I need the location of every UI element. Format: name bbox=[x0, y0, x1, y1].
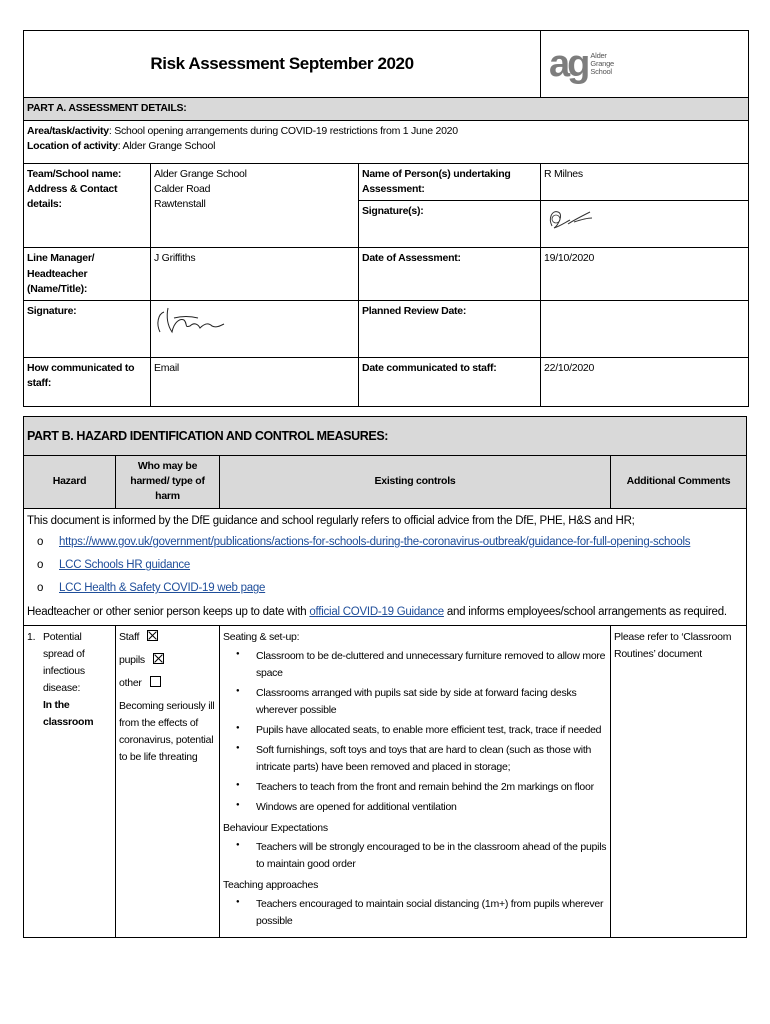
lcc-health-safety-link[interactable]: LCC Health & Safety COVID-19 web page bbox=[59, 582, 266, 595]
assessment-date-label: Date of Assessment: bbox=[359, 248, 541, 301]
control-item: ● Classrooms arranged with pupils sat side by side at forward facing desks wherever possible bbox=[256, 685, 607, 719]
who-staff: Staff bbox=[119, 629, 216, 646]
hazard-cell bbox=[24, 625, 116, 937]
harm-description: Becoming seriously ill from the effects of coronavirus, potential to be life threating bbox=[119, 699, 215, 763]
section-seating: Seating & set-up: bbox=[223, 630, 300, 643]
team-address-labels bbox=[24, 164, 151, 248]
location-value: : Alder Grange School bbox=[117, 140, 216, 153]
headteacher-signature bbox=[151, 301, 359, 358]
location-label: Location of activity bbox=[27, 140, 118, 153]
guidance-link-item: o LCC Health & Safety COVID-19 web page bbox=[37, 582, 266, 595]
team-label: Team/School name: bbox=[27, 168, 122, 180]
official-covid-guidance-link[interactable]: official COVID-19 Guidance bbox=[309, 605, 444, 618]
address-line: Calder Road bbox=[154, 183, 211, 196]
headteacher-statement: Headteacher or other senior person keeps up to date with official COVID-19 Guidance and informs employees/school arrangements as required. bbox=[27, 605, 727, 618]
school-address bbox=[151, 164, 359, 248]
teaching-controls-list bbox=[223, 896, 607, 930]
seating-controls-list bbox=[223, 648, 607, 816]
date-communicated-value: 22/10/2020 bbox=[541, 358, 749, 407]
part-b-heading: PART B. HAZARD IDENTIFICATION AND CONTROL MEASURES: bbox=[24, 417, 747, 456]
control-item: ● Pupils have allocated seats, to enable more efficient test, track, trace if needed bbox=[256, 722, 607, 739]
signature-label: Signature: bbox=[24, 301, 151, 358]
logo-text-line: Alder bbox=[590, 51, 607, 61]
control-item: ● Teachers encouraged to maintain social distancing (1m+) from pupils wherever possible bbox=[256, 896, 607, 930]
assessor-value: R Milnes bbox=[541, 164, 749, 201]
who-other: other bbox=[119, 675, 216, 692]
line-manager-value: J Griffiths bbox=[151, 248, 359, 301]
line-manager-label: Line Manager/ Headteacher (Name/Title): bbox=[24, 248, 151, 301]
intro-text: This document is informed by the DfE guidance and school regularly refers to official advice from the DfE, PHE, H&S and HR; bbox=[27, 514, 635, 527]
guidance-links bbox=[37, 534, 743, 598]
column-header-hazard: Hazard bbox=[24, 456, 116, 509]
other-checkbox[interactable] bbox=[150, 676, 161, 687]
staff-checkbox[interactable] bbox=[147, 630, 158, 641]
existing-controls-cell bbox=[220, 625, 611, 937]
communicated-label: How communicated to staff: bbox=[24, 358, 151, 407]
pupils-checkbox[interactable] bbox=[153, 653, 164, 664]
lcc-hr-guidance-link[interactable]: LCC Schools HR guidance bbox=[59, 559, 191, 572]
signatures-label: Signature(s): bbox=[359, 201, 541, 248]
control-item: ● Teachers to teach from the front and remain behind the 2m markings on floor bbox=[256, 779, 607, 796]
communicated-value: Email bbox=[151, 358, 359, 407]
hazard-subtitle: In the classroom bbox=[43, 698, 94, 728]
address-line: Alder Grange School bbox=[154, 168, 247, 180]
assessment-date-value: 19/10/2020 bbox=[541, 248, 749, 301]
dfe-guidance-link[interactable]: https://www.gov.uk/government/publications/actions-for-schools-during-the-coronavirus-outbreak/guidance-for-full-opening-schools bbox=[59, 535, 691, 548]
logo-text-line: School bbox=[590, 66, 612, 76]
section-teaching: Teaching approaches bbox=[223, 878, 319, 891]
section-behaviour: Behaviour Expectations bbox=[223, 821, 328, 834]
who-pupils: pupils bbox=[119, 652, 216, 669]
address-label: Address & Contact details: bbox=[27, 183, 118, 211]
column-header-comments: Additional Comments bbox=[611, 456, 747, 509]
date-communicated-label: Date communicated to staff: bbox=[359, 358, 541, 407]
assessor-signature-image bbox=[544, 204, 596, 234]
who-harmed-cell bbox=[116, 625, 220, 937]
area-value: : School opening arrangements during COVID-19 restrictions from 1 June 2020 bbox=[108, 125, 458, 137]
control-item: ● Soft furnishings, soft toys and toys that are hard to clean (such as those with intricate parts) have been removed and placed in storage; bbox=[256, 742, 607, 776]
assessor-signature bbox=[541, 201, 749, 248]
assessment-details-table bbox=[23, 30, 749, 407]
additional-comments-cell: Please refer to ‘Classroom Routines’ document bbox=[611, 625, 747, 937]
behaviour-controls-list bbox=[223, 839, 607, 873]
hazard-control-table bbox=[23, 416, 747, 938]
school-logo bbox=[541, 31, 749, 98]
guidance-intro bbox=[24, 508, 747, 625]
column-header-who: Who may be harmed/ type of harm bbox=[116, 456, 220, 509]
control-item: ● Windows are opened for additional ventilation bbox=[256, 799, 607, 816]
area-location-cell bbox=[24, 121, 749, 164]
control-item: ● Classroom to be de-cluttered and unnecessary furniture removed to allow more space bbox=[256, 648, 607, 682]
review-date-value bbox=[541, 301, 749, 358]
review-date-label: Planned Review Date: bbox=[359, 301, 541, 358]
document-title: Risk Assessment September 2020 bbox=[24, 31, 541, 98]
assessor-label: Name of Person(s) undertaking Assessment: bbox=[359, 164, 541, 201]
guidance-link-item: o https://www.gov.uk/government/publications/actions-for-schools-during-the-coronavirus-outbreak/guidance-for-full-opening-schools bbox=[37, 535, 691, 548]
hazard-text: Potential spread of infectious disease: bbox=[43, 630, 85, 694]
headteacher-signature-image bbox=[154, 304, 234, 338]
guidance-link-item: o LCC Schools HR guidance bbox=[37, 559, 191, 572]
logo-mark-icon: ag bbox=[549, 43, 588, 85]
logo-text-line: Grange bbox=[590, 59, 614, 69]
row-number: 1. bbox=[27, 630, 36, 643]
part-a-heading: PART A. ASSESSMENT DETAILS: bbox=[24, 98, 749, 121]
column-header-controls: Existing controls bbox=[220, 456, 611, 509]
area-label: Area/task/activity bbox=[27, 125, 109, 137]
address-line: Rawtenstall bbox=[154, 198, 206, 211]
control-item: ● Teachers will be strongly encouraged to be in the classroom ahead of the pupils to maintain good order bbox=[256, 839, 607, 873]
